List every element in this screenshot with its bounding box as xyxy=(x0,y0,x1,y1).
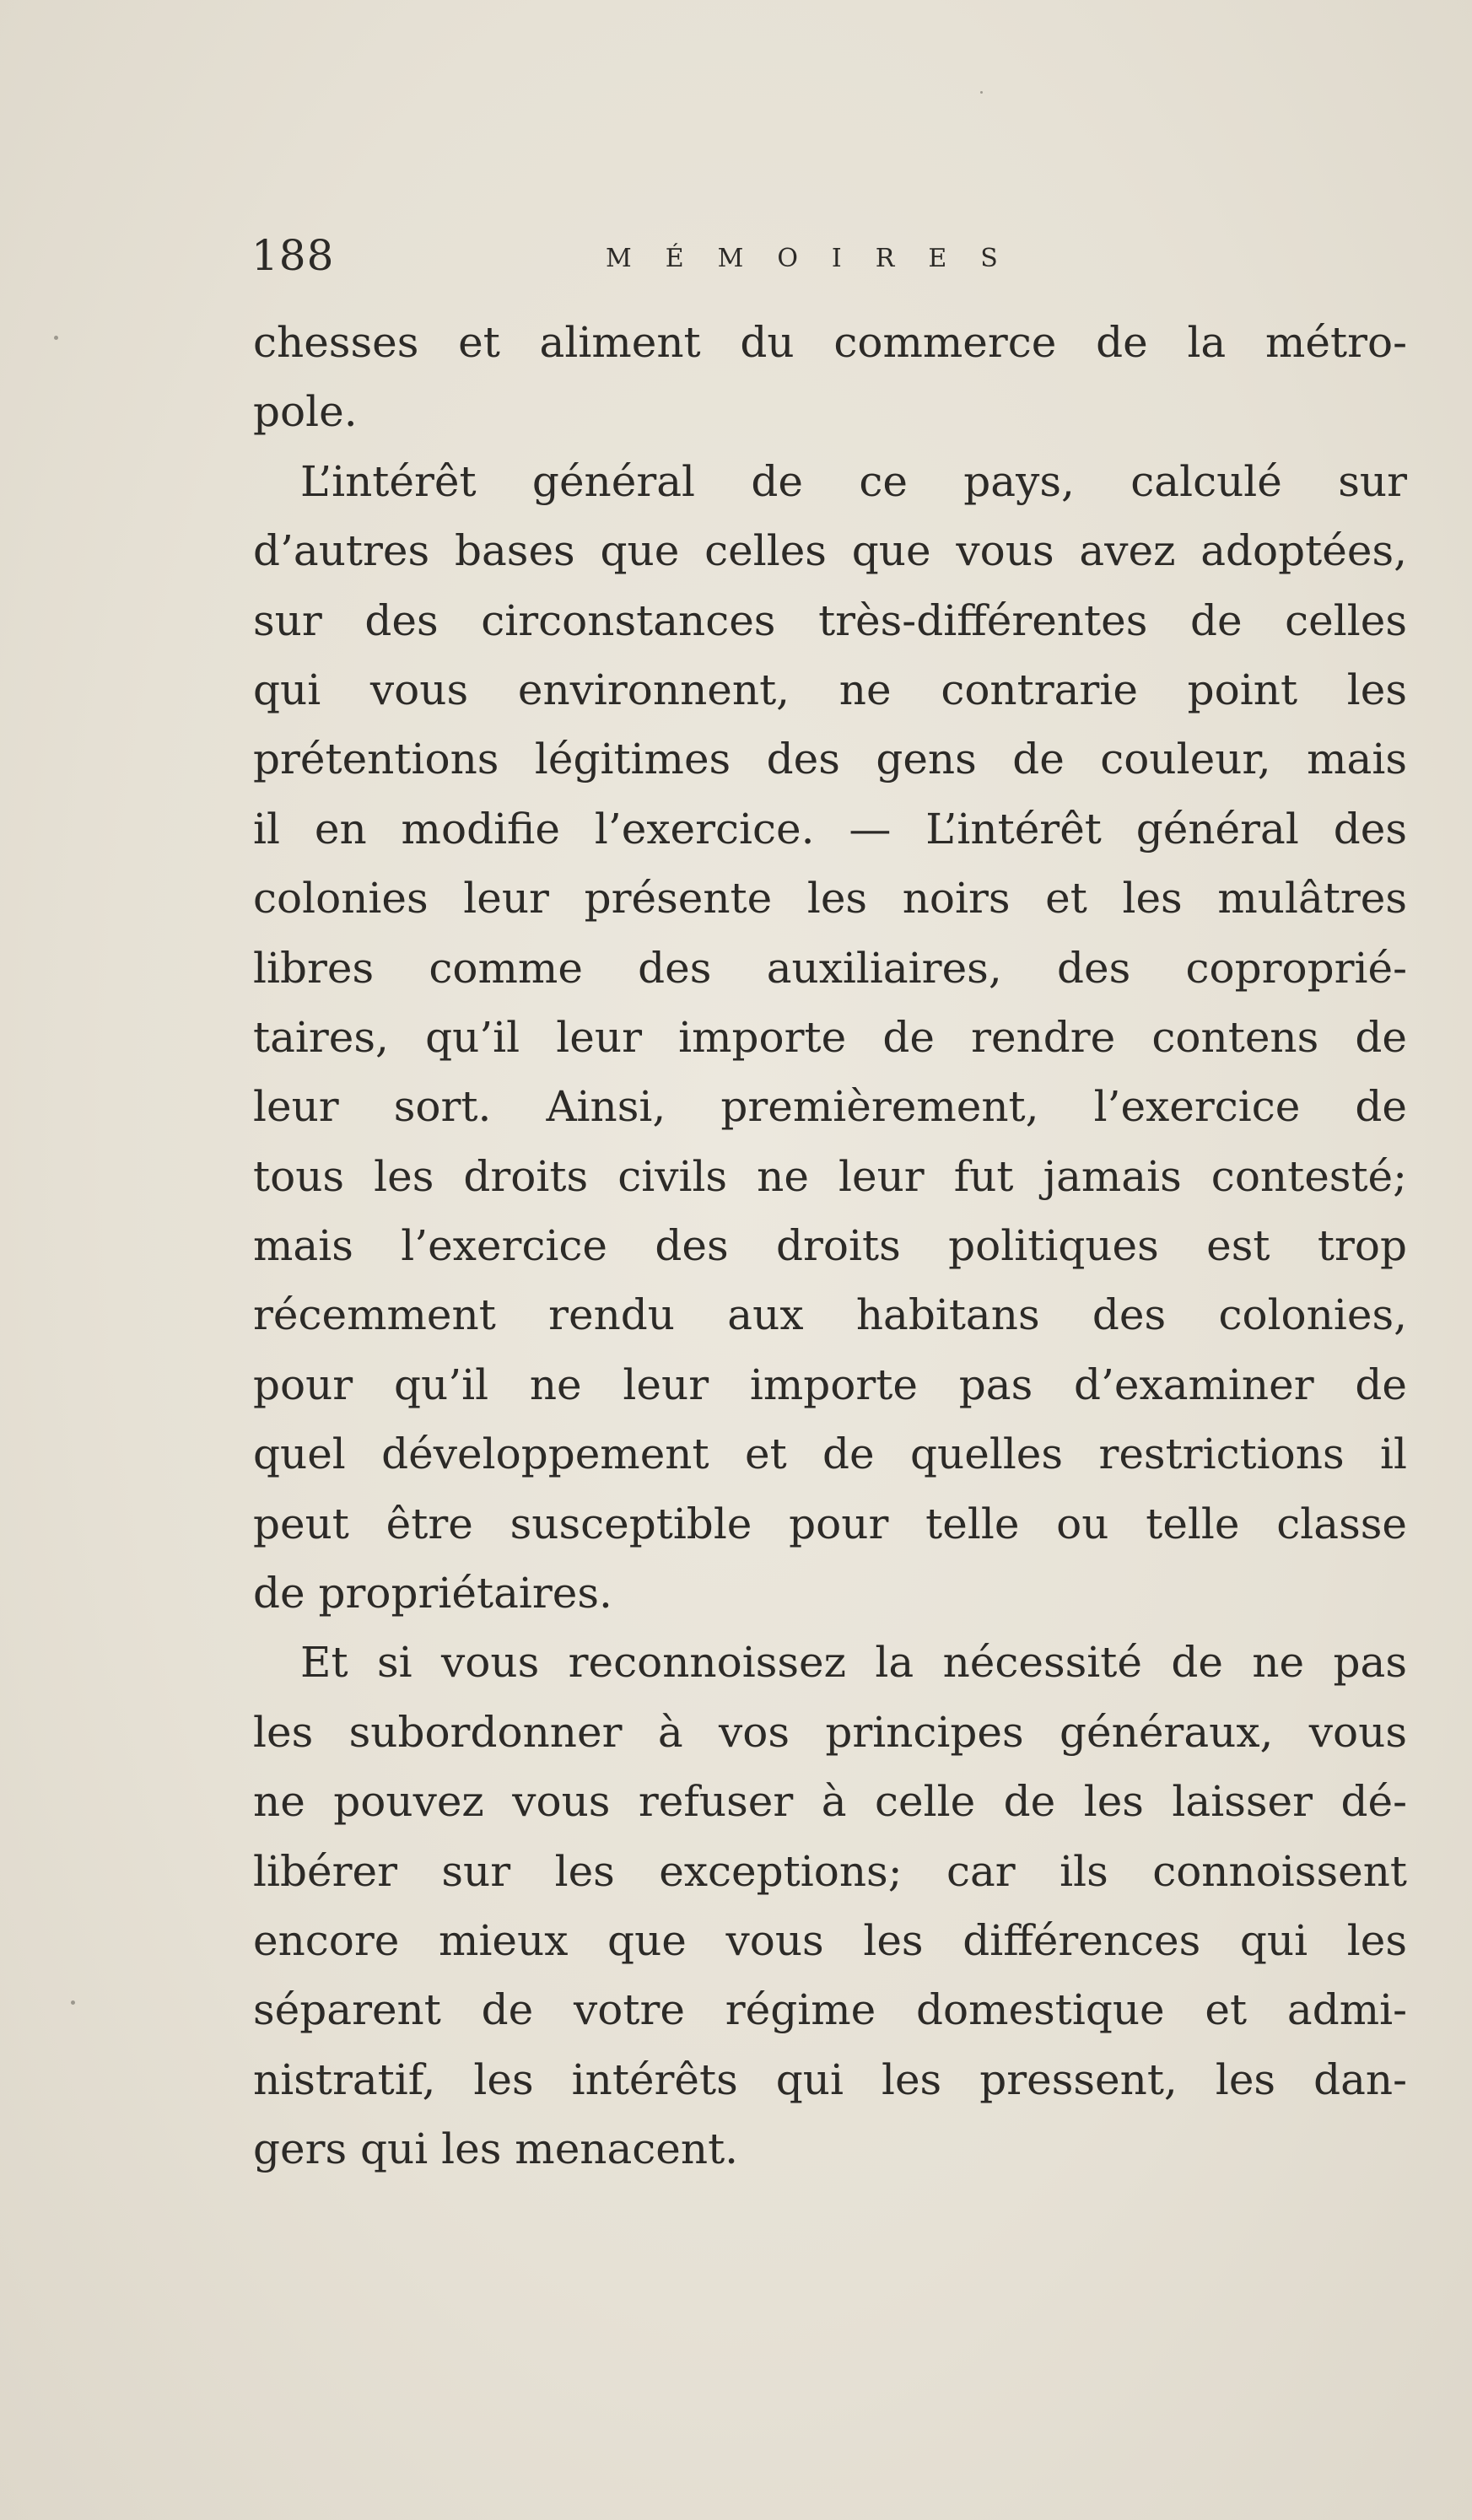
text-line: nistratif, les intérêts qui les pressent, les dan- xyxy=(253,2054,1407,2104)
text-line: quel développement et de quelles restrictions il xyxy=(253,1430,1407,1479)
text-line: leur sort. Ainsi, premièrement, l’exercice de xyxy=(253,1082,1407,1132)
paragraph-start-line: Et si vous reconnoissez la nécessité de ne pas xyxy=(300,1638,1407,1688)
text-line: de propriétaires. xyxy=(253,1569,612,1618)
text-line: prétentions légitimes des gens de couleur, mais xyxy=(253,735,1407,784)
text-line: taires, qu’il leur importe de rendre contens de xyxy=(253,1012,1407,1062)
paper-speck xyxy=(71,2000,75,2005)
text-line: tous les droits civils ne leur fut jamais contesté; xyxy=(253,1151,1407,1201)
text-line: pour qu’il ne leur importe pas d’examiner de xyxy=(253,1360,1407,1409)
text-line: libres comme des auxiliaires, des coproprié- xyxy=(253,943,1407,993)
paper-speck xyxy=(980,91,983,94)
text-line: encore mieux que vous les différences qui les xyxy=(253,1915,1407,1965)
text-line: qui vous environnent, ne contrarie point les xyxy=(253,665,1407,714)
page-number: 188 xyxy=(251,231,335,280)
paragraph-start-line: L’intérêt général de ce pays, calculé sur xyxy=(300,456,1407,506)
text-line: récemment rendu aux habitans des colonies, xyxy=(253,1290,1407,1340)
text-line: les subordonner à vos principes généraux, vous xyxy=(253,1707,1407,1757)
text-line: chesses et aliment du commerce de la métro- xyxy=(253,318,1407,367)
text-line: gers qui les menacent. xyxy=(253,2124,739,2174)
text-line: sur des circonstances très-différentes de celles xyxy=(253,595,1407,645)
text-line: séparent de votre régime domestique et admi- xyxy=(253,1985,1407,2035)
text-line: ne pouvez vous refuser à celle de les laisser dé- xyxy=(253,1777,1407,1827)
paper-speck xyxy=(54,336,58,340)
running-head: MÉMOIRES xyxy=(606,244,1032,273)
body-text xyxy=(253,308,1407,2184)
text-line: peut être susceptible pour telle ou telle classe xyxy=(253,1499,1407,1548)
text-line: d’autres bases que celles que vous avez adoptées, xyxy=(253,526,1407,576)
text-line: colonies leur présente les noirs et les mulâtres xyxy=(253,874,1407,923)
text-line: il en modifie l’exercice. — L’intérêt général des xyxy=(253,804,1407,853)
text-line: libérer sur les exceptions; car ils connoissent xyxy=(253,1846,1407,1896)
text-line: mais l’exercice des droits politiques est trop xyxy=(253,1221,1407,1271)
text-line: pole. xyxy=(253,387,358,437)
page-header xyxy=(251,226,1415,293)
